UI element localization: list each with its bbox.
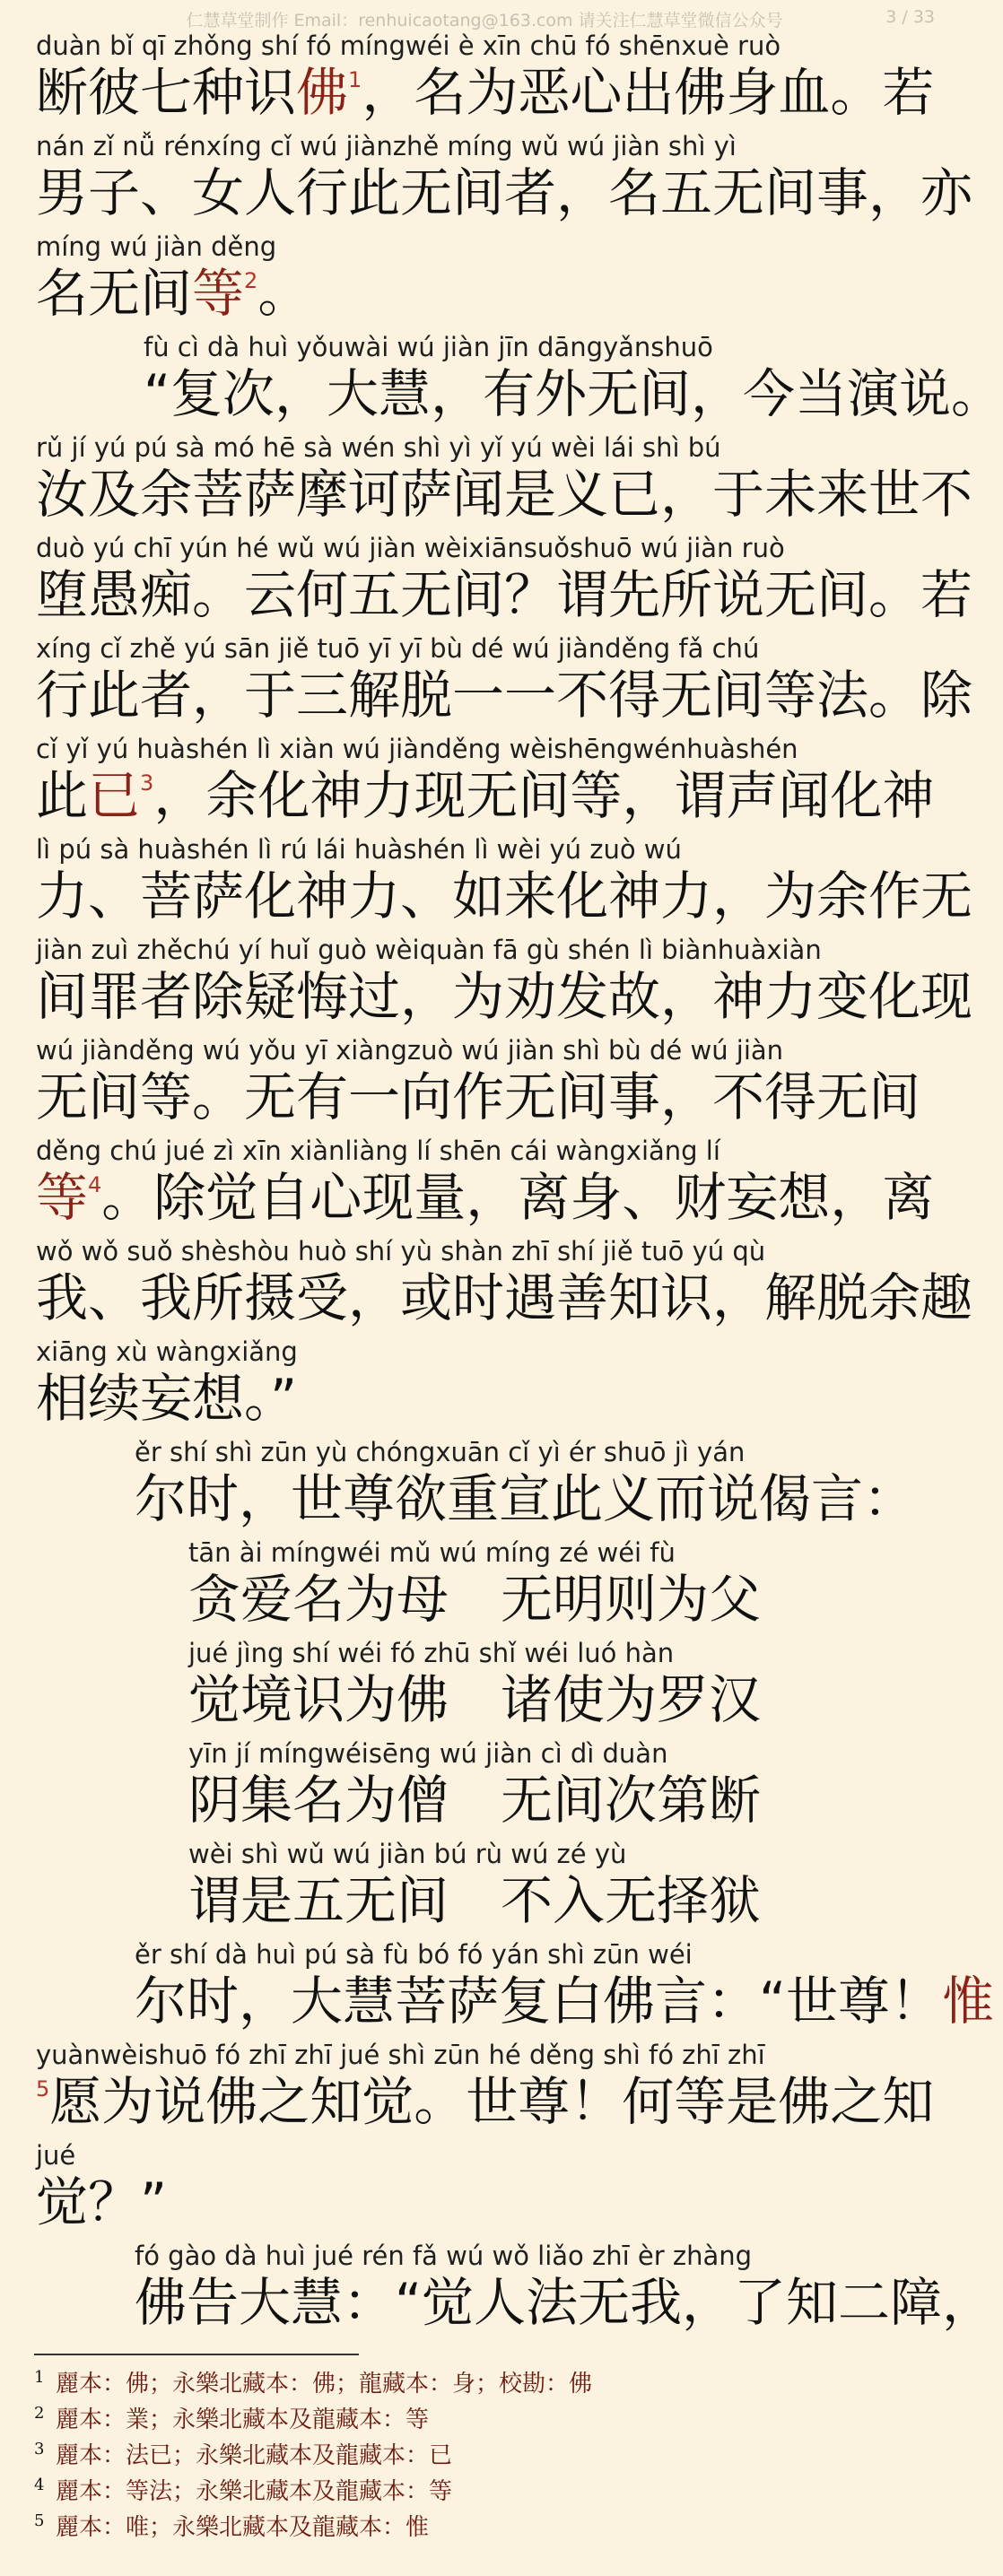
text-segment: 愿为说佛之知觉。世尊！何等是佛之知 xyxy=(49,2071,935,2132)
pinyin-line: děng chú jué zì xīn xiànliàng lí shēn cái wàngxiǎng lí xyxy=(36,1136,720,1166)
verse-line xyxy=(0,1638,969,1738)
hanzi-line xyxy=(36,1168,934,1227)
pinyin-line: míng wú jiàn děng xyxy=(36,231,277,262)
text-segment: 男子、女人行此无间者，名五无间事，亦 xyxy=(36,162,973,223)
hanzi-line xyxy=(36,1268,972,1327)
hanzi-line xyxy=(36,465,972,524)
hanzi-line xyxy=(36,63,934,122)
pinyin-line: jiàn zuì zhěchú yí huǐ guò wèiquàn fā gù shén lì biànhuàxiàn xyxy=(36,935,822,965)
footnote-text: 麗本：佛；永樂北藏本：佛；龍藏本：身；校勘：佛 xyxy=(56,2371,593,2398)
text-segment: 间罪者除疑悔过，为劝发故，神力变化现 xyxy=(36,966,973,1027)
variant-character: 已 xyxy=(88,765,141,826)
footnote-marker[interactable]: 3 xyxy=(140,770,154,796)
footnote-marker[interactable]: 5 xyxy=(36,2076,50,2102)
verse-line xyxy=(0,1437,969,1537)
text-segment: 相续妄想。” xyxy=(36,1368,298,1429)
hanzi-line xyxy=(188,1871,761,1930)
text-segment: “复次，大慧，有外无间，今当演说。 xyxy=(144,363,1003,424)
verse-line xyxy=(0,1839,969,1939)
text-segment: 行此者，于三解脱一一不得无间等法。除 xyxy=(36,665,973,726)
hanzi-line xyxy=(36,163,972,222)
hanzi-line xyxy=(36,866,972,926)
verse-line xyxy=(0,834,973,935)
text-segment: 觉？” xyxy=(36,2171,168,2232)
text-segment: 力、菩萨化神力、如来化神力，为余作无 xyxy=(36,866,973,927)
footnote-text: 麗本：法已；永樂北藏本及龍藏本：已 xyxy=(56,2442,453,2469)
pinyin-line: rǔ jí yú pú sà mó hē sà wén shì yì yǐ yú wèi lái shì bú xyxy=(36,432,721,463)
footnote-item: 1 麗本：佛；永樂北藏本：佛；龍藏本：身；校勘：佛 xyxy=(34,2368,593,2398)
text-segment: 汝及余菩萨摩诃萨闻是义已，于未来世不 xyxy=(36,464,973,525)
text-segment: 。除觉自心现量，离身、财妄想，离 xyxy=(101,1167,935,1228)
footnotes xyxy=(34,2354,949,2546)
verse-line xyxy=(0,1537,969,1638)
hanzi-line xyxy=(36,565,972,624)
text-segment: 名无间 xyxy=(36,263,193,324)
verse-line xyxy=(0,231,969,332)
verse-line xyxy=(0,1738,969,1839)
header-title: 仁慧草堂制作 Email：renhuicaotang@163.com 请关注仁慧草堂微信公众号 xyxy=(186,11,783,30)
verse-line xyxy=(0,131,973,231)
footnote-item: 5 麗本：唯；永樂北藏本及龍藏本：惟 xyxy=(34,2511,430,2541)
verse-line xyxy=(0,1236,973,1336)
verse-line xyxy=(0,1939,995,2040)
verse-line xyxy=(0,332,1003,432)
text-segment: 无间等。无有一向作无间事，不得无间 xyxy=(36,1066,921,1127)
footnote-marker[interactable]: 4 xyxy=(88,1171,102,1197)
footnote-divider xyxy=(34,2354,359,2355)
verse-line xyxy=(0,30,969,131)
text-segment: 贪爱名为母 无明则为父 xyxy=(188,1569,762,1630)
text-segment: 此 xyxy=(36,765,89,826)
hanzi-line xyxy=(36,2072,934,2131)
hanzi-line xyxy=(36,666,972,725)
pinyin-line: tān ài míngwéi mǔ wú míng zé wéi fù xyxy=(188,1537,676,1568)
pinyin-line: jué jìng shí wéi fó zhū shǐ wéi luó hàn xyxy=(188,1638,675,1668)
hanzi-line xyxy=(188,1771,761,1830)
pinyin-line: xiāng xù wàngxiǎng xyxy=(36,1336,298,1367)
verse-line xyxy=(0,1035,969,1136)
pinyin-line: nán zǐ nǚ rénxíng cǐ wú jiànzhě míng wǔ wú jiàn shì yì xyxy=(36,131,737,161)
hanzi-line xyxy=(36,766,934,825)
pinyin-line: lì pú sà huàshén lì rú lái huàshén lì wèi yú zuò wú xyxy=(36,834,682,865)
hanzi-line xyxy=(144,364,1003,423)
text-segment: 我、我所摄受，或时遇善知识，解脱余趣 xyxy=(36,1267,973,1328)
text-segment: 断彼七种识 xyxy=(36,62,297,123)
hanzi-line xyxy=(135,2273,994,2332)
verse-line xyxy=(0,2140,969,2241)
pinyin-line: duàn bǐ qī zhǒng shí fó míngwéi è xīn chū fó shēnxuè ruò xyxy=(36,30,781,61)
verse-line xyxy=(0,633,973,734)
pinyin-line: yuànwèishuō fó zhī zhī jué shì zūn hé děng shì fó zhī zhī xyxy=(36,2040,765,2070)
variant-character: 惟 xyxy=(942,1971,995,2032)
verse-line xyxy=(0,2241,995,2341)
hanzi-line xyxy=(36,1369,297,1428)
pinyin-line: wǒ wǒ suǒ shèshòu huò shí yù shàn zhī shí jiě tuō yú qù xyxy=(36,1236,766,1266)
footnote-item: 2 麗本：業；永樂北藏本及龍藏本：等 xyxy=(34,2404,430,2433)
text-segment: 尔时，世尊欲重宣此义而说偈言： xyxy=(135,1468,916,1529)
pinyin-line: yīn jí míngwéisēng wú jiàn cì dì duàn xyxy=(188,1738,668,1769)
footnote-text: 麗本：業；永樂北藏本及龍藏本：等 xyxy=(56,2406,430,2433)
verse-line xyxy=(0,734,969,834)
footnote-marker[interactable]: 1 xyxy=(348,66,362,92)
text-segment: 谓是五无间 不入无择狱 xyxy=(188,1870,762,1931)
pinyin-line: fó gào dà huì jué rén fǎ wú wǒ liǎo zhī èr zhàng xyxy=(135,2241,753,2271)
variant-character: 等 xyxy=(36,1167,89,1228)
text-segment: 堕愚痴。云何五无间？谓先所说无间。若 xyxy=(36,564,973,625)
pinyin-line: ěr shí shì zūn yù chóngxuān cǐ yì ér shuō jì yán xyxy=(135,1437,746,1467)
footnote-text: 麗本：等法；永樂北藏本及龍藏本：等 xyxy=(56,2478,453,2505)
hanzi-line xyxy=(36,2172,167,2232)
variant-character: 等 xyxy=(192,263,245,324)
text-segment: 觉境识为佛 诸使为罗汉 xyxy=(188,1669,762,1730)
hanzi-line xyxy=(135,1971,994,2031)
hanzi-line xyxy=(188,1570,761,1629)
text-segment: ，名为恶心出佛身血。若 xyxy=(362,62,935,123)
pinyin-line: duò yú chī yún hé wǔ wú jiàn wèixiānsuǒshuō wú jiàn ruò xyxy=(36,533,785,563)
pinyin-line: fù cì dà huì yǒuwài wú jiàn jīn dāngyǎnshuō xyxy=(144,332,713,362)
verse-line xyxy=(0,432,973,533)
verse-line xyxy=(0,1336,969,1437)
hanzi-line xyxy=(135,1469,915,1528)
verse-line xyxy=(0,1136,969,1236)
footnote-item: 3 麗本：法已；永樂北藏本及龍藏本：已 xyxy=(34,2440,453,2469)
hanzi-line xyxy=(36,264,310,323)
text-segment: ，余化神力现无间等，谓声闻化神 xyxy=(153,765,935,826)
verse-line xyxy=(0,533,973,633)
pinyin-line: cǐ yǐ yú huàshén lì xiàn wú jiànděng wèishēngwénhuàshén xyxy=(36,734,798,764)
footnote-item: 4 麗本：等法；永樂北藏本及龍藏本：等 xyxy=(34,2476,453,2505)
footnote-list xyxy=(34,2366,949,2546)
pinyin-line: wú jiànděng wú yǒu yī xiàngzuò wú jiàn shì bù dé wú jiàn xyxy=(36,1035,784,1066)
text-segment: 佛告大慧：“觉人法无我，了知二障， xyxy=(135,2272,995,2333)
hanzi-line xyxy=(36,967,972,1026)
text-segment: 。 xyxy=(257,263,310,324)
footnote-marker[interactable]: 2 xyxy=(244,267,258,293)
pinyin-line: jué xyxy=(36,2140,76,2171)
pinyin-line: wèi shì wǔ wú jiàn bú rù wú zé yù xyxy=(188,1839,627,1869)
pinyin-line: ěr shí dà huì pú sà fù bó fó yán shì zūn wéi xyxy=(135,1939,693,1970)
hanzi-line xyxy=(36,1067,920,1127)
pinyin-line: xíng cǐ zhě yú sān jiě tuō yī yī bù dé wú jiànděng fǎ chú xyxy=(36,633,760,664)
variant-character: 佛 xyxy=(296,62,349,123)
text-segment: 尔时，大慧菩萨复白佛言：“世尊！ xyxy=(135,1971,943,2032)
hanzi-line xyxy=(188,1670,761,1729)
text-segment: 阴集名为僧 无间次第断 xyxy=(188,1770,762,1831)
verse-line xyxy=(0,935,973,1035)
footnote-text: 麗本：唯；永樂北藏本及龍藏本：惟 xyxy=(56,2514,430,2541)
verse-line xyxy=(0,2040,969,2140)
page-indicator: 3 / 33 xyxy=(885,7,935,27)
